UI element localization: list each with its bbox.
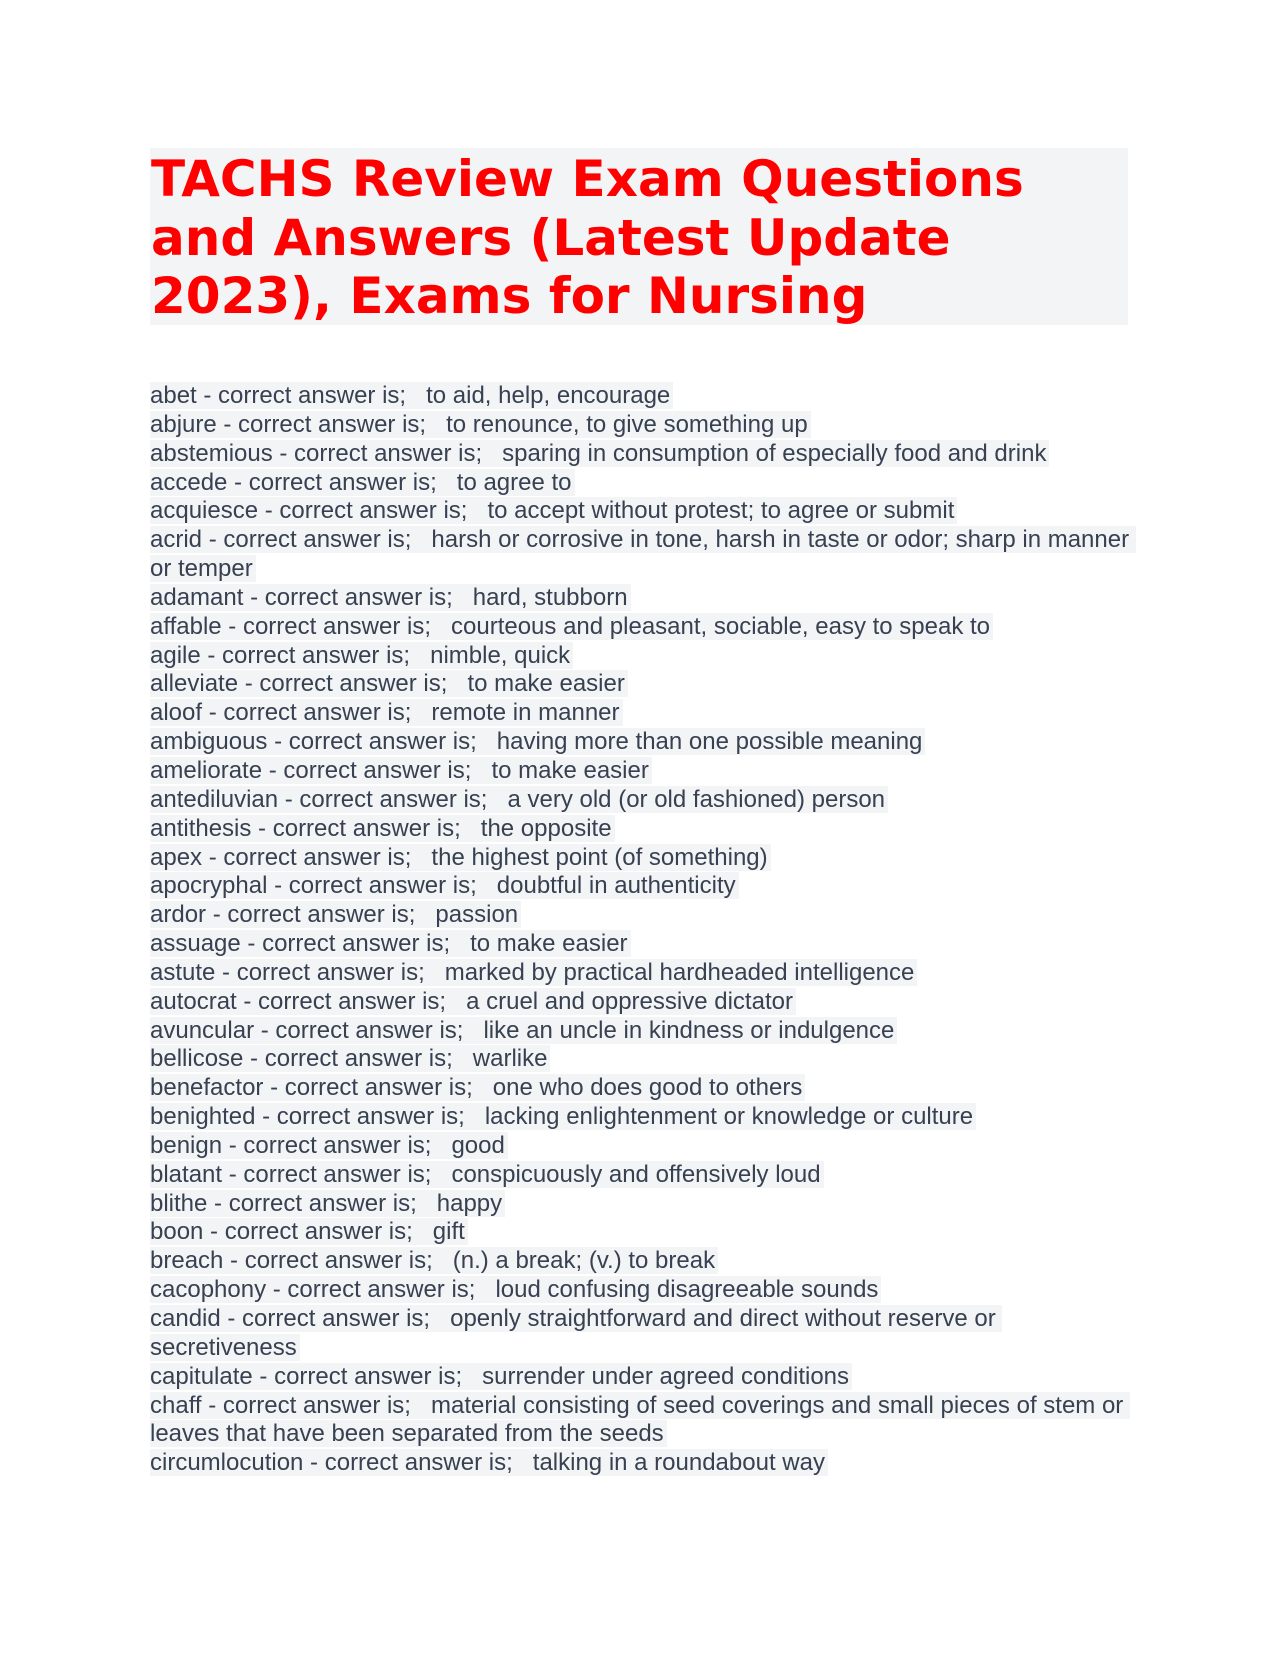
vocabulary-entry: [150, 1392, 1150, 1450]
vocabulary-entry: [150, 526, 1150, 584]
vocabulary-entry: [150, 1017, 1150, 1046]
vocabulary-entry-text: abstemious - correct answer is; sparing in consumption of especially food and drink: [150, 440, 1049, 467]
vocabulary-entry: [150, 1218, 1150, 1247]
vocabulary-entry-text: ambiguous - correct answer is; having more than one possible meaning: [150, 728, 925, 755]
vocabulary-list: [150, 382, 1150, 1478]
vocabulary-entry: [150, 1247, 1150, 1276]
vocabulary-entry: [150, 1305, 1150, 1363]
vocabulary-entry: [150, 642, 1150, 671]
vocabulary-entry: [150, 844, 1150, 873]
vocabulary-entry: [150, 1449, 1150, 1478]
vocabulary-entry-text: benighted - correct answer is; lacking enlightenment or knowledge or culture: [150, 1103, 976, 1130]
vocabulary-entry: [150, 497, 1150, 526]
vocabulary-entry-text: boon - correct answer is; gift: [150, 1218, 468, 1245]
vocabulary-entry: [150, 469, 1150, 498]
vocabulary-entry-text: circumlocution - correct answer is; talking in a roundabout way: [150, 1449, 828, 1476]
vocabulary-entry-text: cacophony - correct answer is; loud confusing disagreeable sounds: [150, 1276, 881, 1303]
document-title: TACHS Review Exam Questions and Answers (Latest Update 2023), Exams for Nursing: [151, 150, 1024, 325]
vocabulary-entry: [150, 930, 1150, 959]
vocabulary-entry: [150, 1363, 1150, 1392]
vocabulary-entry: [150, 1103, 1150, 1132]
vocabulary-entry: [150, 440, 1150, 469]
vocabulary-entry: [150, 699, 1150, 728]
vocabulary-entry-text: accede - correct answer is; to agree to: [150, 469, 575, 496]
vocabulary-entry-text: apocryphal - correct answer is; doubtful in authenticity: [150, 872, 739, 899]
vocabulary-entry: [150, 959, 1150, 988]
vocabulary-entry: [150, 1190, 1150, 1219]
vocabulary-entry-text: abet - correct answer is; to aid, help, encourage: [150, 382, 673, 409]
vocabulary-entry-text: agile - correct answer is; nimble, quick: [150, 642, 573, 669]
vocabulary-entry: [150, 1276, 1150, 1305]
vocabulary-entry-text: capitulate - correct answer is; surrender under agreed conditions: [150, 1363, 852, 1390]
title-block: [150, 148, 1128, 325]
vocabulary-entry-text: acrid - correct answer is; harsh or corrosive in tone, harsh in taste or odor; sharp in manner or temper: [150, 526, 1136, 583]
vocabulary-entry: [150, 1132, 1150, 1161]
vocabulary-entry-text: acquiesce - correct answer is; to accept without protest; to agree or submit: [150, 497, 957, 524]
vocabulary-entry-text: ameliorate - correct answer is; to make easier: [150, 757, 652, 784]
vocabulary-entry-text: benefactor - correct answer is; one who does good to others: [150, 1074, 805, 1101]
vocabulary-entry: [150, 1161, 1150, 1190]
vocabulary-entry-text: antithesis - correct answer is; the opposite: [150, 815, 615, 842]
vocabulary-entry-text: blithe - correct answer is; happy: [150, 1190, 505, 1217]
vocabulary-entry: [150, 411, 1150, 440]
vocabulary-entry-text: affable - correct answer is; courteous and pleasant, sociable, easy to speak to: [150, 613, 993, 640]
vocabulary-entry-text: antediluvian - correct answer is; a very old (or old fashioned) person: [150, 786, 888, 813]
vocabulary-entry-text: chaff - correct answer is; material consisting of seed coverings and small pieces of stem or leaves that have been separated from the seeds: [150, 1391, 1130, 1448]
vocabulary-entry: [150, 1074, 1150, 1103]
vocabulary-entry-text: aloof - correct answer is; remote in manner: [150, 699, 623, 726]
vocabulary-entry: [150, 1045, 1150, 1074]
vocabulary-entry: [150, 382, 1150, 411]
vocabulary-entry: [150, 584, 1150, 613]
vocabulary-entry: [150, 613, 1150, 642]
vocabulary-entry-text: breach - correct answer is; (n.) a break; (v.) to break: [150, 1247, 718, 1274]
vocabulary-entry: [150, 757, 1150, 786]
vocabulary-entry-text: apex - correct answer is; the highest point (of something): [150, 844, 771, 871]
vocabulary-entry-text: ardor - correct answer is; passion: [150, 901, 521, 928]
vocabulary-entry-text: blatant - correct answer is; conspicuously and offensively loud: [150, 1161, 824, 1188]
vocabulary-entry-text: candid - correct answer is; openly straightforward and direct without reserve or secretiveness: [150, 1305, 1003, 1361]
vocabulary-entry: [150, 901, 1150, 930]
vocabulary-entry-text: avuncular - correct answer is; like an uncle in kindness or indulgence: [150, 1017, 897, 1044]
vocabulary-entry-text: abjure - correct answer is; to renounce, to give something up: [150, 411, 811, 438]
vocabulary-entry: [150, 728, 1150, 757]
vocabulary-entry: [150, 786, 1150, 815]
vocabulary-entry-text: autocrat - correct answer is; a cruel and oppressive dictator: [150, 988, 796, 1015]
vocabulary-entry: [150, 815, 1150, 844]
vocabulary-entry: [150, 872, 1150, 901]
vocabulary-entry-text: bellicose - correct answer is; warlike: [150, 1045, 550, 1072]
vocabulary-entry-text: adamant - correct answer is; hard, stubborn: [150, 584, 631, 611]
vocabulary-entry: [150, 988, 1150, 1017]
vocabulary-entry-text: alleviate - correct answer is; to make easier: [150, 670, 628, 697]
vocabulary-entry-text: astute - correct answer is; marked by practical hardheaded intelligence: [150, 959, 917, 986]
vocabulary-entry-text: assuage - correct answer is; to make easier: [150, 930, 631, 957]
vocabulary-entry: [150, 670, 1150, 699]
vocabulary-entry-text: benign - correct answer is; good: [150, 1132, 508, 1159]
